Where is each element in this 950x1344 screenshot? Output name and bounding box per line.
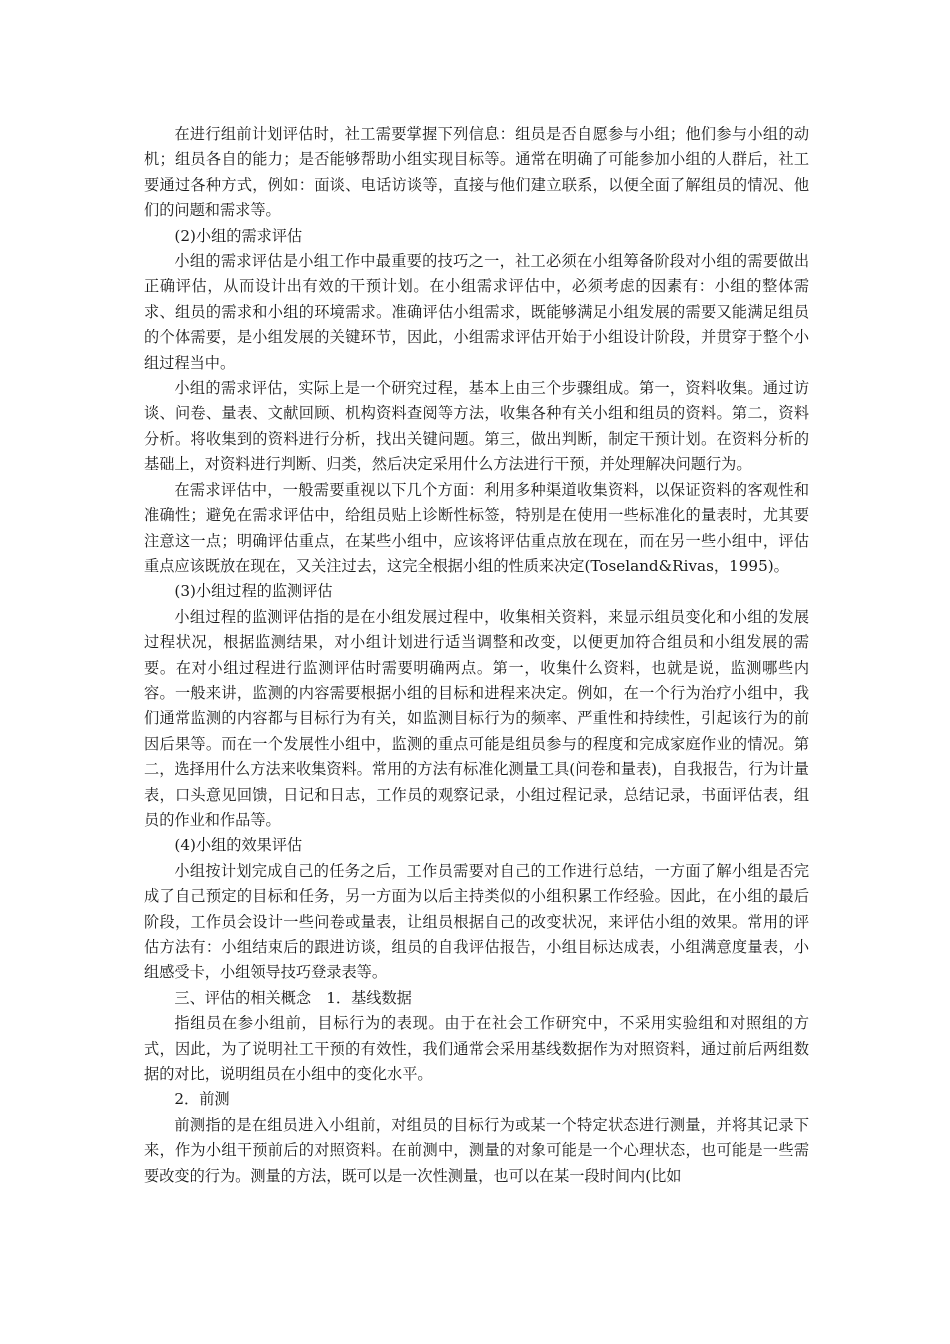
paragraph-needs-assessment-notes: 在需求评估中，一般需要重视以下几个方面：利用多种渠道收集资料，以保证资料的客观性和准确性；避免在需求评估中，给组员贴上诊断性标签，特别是在使用一些标准化的量表时，尤其要注意这一点；明确评估重点，在某些小组中，应该将评估重点放在现在，而在另一些小组中，评估重点应该既放在现在，又关注过去，这完全根据小组的性质来决定(Toseland&Rivas，1995)。 <box>144 480 809 575</box>
heading-needs-assessment: (2)小组的需求评估 <box>174 226 303 245</box>
paragraph-baseline-data: 指组员在参小组前，目标行为的表现。由于在社会工作研究中，不采用实验组和对照组的方式，因此，为了说明社工干预的有效性，我们通常会采用基线数据作为对照资料，通过前后两组数据的对比，说明组员在小组中的变化水平。 <box>144 1014 809 1084</box>
paragraph-pretest: 前测指的是在组员进入小组前，对组员的目标行为或某一个特定状态进行测量，并将其记录下来，作为小组干预前后的对照资料。在前测中，测量的对象可能是一个心理状态，也可能是一些需要改变的行为。测量的方法，既可以是一次性测量，也可以在某一段时间内(比如 <box>144 1115 809 1185</box>
heading-related-concepts-baseline: 三、评估的相关概念 1．基线数据 <box>174 988 412 1007</box>
paragraph-needs-assessment-intro: 小组的需求评估是小组工作中最重要的技巧之一，社工必须在小组筹备阶段对小组的需要做出正确评估，从而设计出有效的干预计划。在小组需求评估中，必须考虑的因素有：小组的整体需求、组员的需求和小组的环境需求。准确评估小组需求，既能够满足小组发展的需要又能满足组员的个体需要，是小组发展的关键环节，因此，小组需求评估开始于小组设计阶段，并贯穿于整个小组过程当中。 <box>144 252 809 372</box>
paragraph-outcome-evaluation: 小组按计划完成自己的任务之后，工作员需要对自己的工作进行总结，一方面了解小组是否完成了自己预定的目标和任务，另一方面为以后主持类似的小组积累工作经验。因此，在小组的最后阶段，工作员会设计一些问卷或量表，让组员根据自己的改变状况，来评估小组的效果。常用的评估方法有：小组结束后的跟进访谈，组员的自我评估报告，小组目标达成表，小组满意度量表，小组感受卡，小组领导技巧登录表等。 <box>144 861 809 982</box>
heading-pretest: 2．前测 <box>174 1090 230 1109</box>
paragraph-process-monitoring: 小组过程的监测评估指的是在小组发展过程中，收集相关资料，来显示组员变化和小组的发展过程状况，根据监测结果，对小组计划进行适当调整和改变，以便更加符合组员和小组发展的需要。在对小组过程进行监测评估时需要明确两点。第一，收集什么资料，也就是说，监测哪些内容。一般来讲，监测的内容需要根据小组的目标和进程来决定。例如，在一个行为治疗小组中，我们通常监测的内容都与目标行为有关，如监测目标行为的频率、严重性和持续性，引起该行为的前因后果等。而在一个发展性小组中，监测的重点可能是组员参与的程度和完成家庭作业的情况。第二，选择用什么方法来收集资料。常用的方法有标准化测量工具(问卷和量表)，自我报告，行为计量表，口头意见回馈，日记和日志，工作员的观察记录，小组过程记录，总结记录，书面评估表，组员的作业和作品等。 <box>144 607 809 829</box>
paragraph-pre-group-assessment: 在进行组前计划评估时，社工需要掌握下列信息：组员是否自愿参与小组；他们参与小组的动机；组员各自的能力；是否能够帮助小组实现目标等。通常在明确了可能参加小组的人群后，社工要通过各种方式，例如：面谈、电话访谈等，直接与他们建立联系，以便全面了解组员的情况、他们的问题和需求等。 <box>144 125 809 220</box>
document-body <box>144 122 809 1189</box>
paragraph-needs-assessment-steps: 小组的需求评估，实际上是一个研究过程，基本上由三个步骤组成。第一，资料收集。通过访谈、问卷、量表、文献回顾、机构资料查阅等方法，收集各种有关小组和组员的资料。第二，资料分析。将收集到的资料进行分析，找出关键问题。第三，做出判断，制定干预计划。在资料分析的基础上，对资料进行判断、归类，然后决定采用什么方法进行干预，并处理解决问题行为。 <box>144 379 809 474</box>
heading-outcome-evaluation: (4)小组的效果评估 <box>174 836 303 855</box>
heading-process-monitoring: (3)小组过程的监测评估 <box>174 582 333 601</box>
